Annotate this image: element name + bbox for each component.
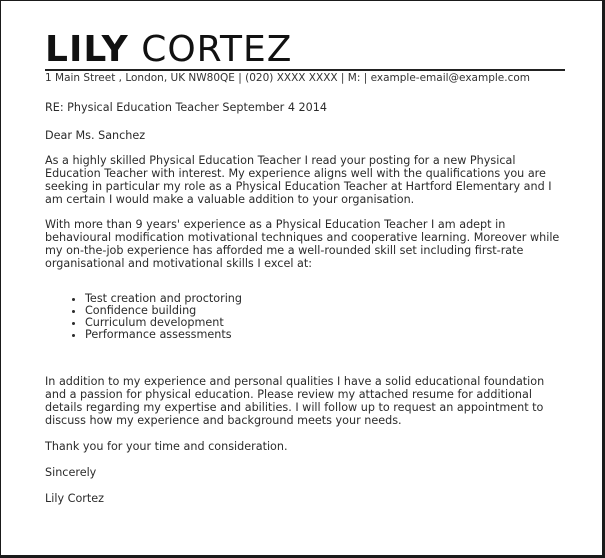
body-paragraph-experience: With more than 9 years' experience as a Physical Education Teacher I am adept in behavioural modification motivational techniques and cooperative learning. Moreover while my on-the-job experience has afforded me a well-rounded skill set including first-rate organisational and motivational skills I excel at: [45, 218, 560, 270]
list-item: • Curriculum development [85, 317, 565, 329]
body-paragraph-closing: In addition to my experience and personal qualities I have a solid educational foundation and a passion for physical education. Please review my attached resume for additional details regarding my expertise and abilities. I will follow up to request an appointment to discuss how my experience and background meets your needs. [45, 375, 545, 427]
contact-line: 1 Main Street , London, UK NW80QE | (020) XXXX XXXX | M: | example-email@example.com [45, 69, 565, 85]
salutation: Dear Ms. Sanchez [45, 129, 146, 142]
subject-line: RE: Physical Education Teacher September 4 2014 [45, 101, 327, 114]
thanks-line: Thank you for your time and consideration. [45, 440, 288, 453]
list-item: • Confidence building [85, 305, 565, 317]
body-paragraph-intro: As a highly skilled Physical Education Teacher I read your posting for a new Physical Education Teacher with interest. My experience aligns well with the qualifications you are seeking in particular my role as a Physical Education Teacher at Hartford Elementary and I am certain I would make a valuable addition to your organisation. [45, 154, 552, 206]
letterhead-name [45, 30, 565, 70]
first-name: LILY [45, 29, 129, 70]
list-item: • Performance assessments [85, 329, 565, 341]
last-name: CORTEZ [141, 29, 293, 70]
cover-letter [45, 30, 565, 505]
signature-name: Lily Cortez [45, 492, 105, 505]
list-item: • Test creation and proctoring [85, 293, 565, 305]
valediction: Sincerely [45, 466, 97, 479]
skills-list [45, 293, 565, 341]
